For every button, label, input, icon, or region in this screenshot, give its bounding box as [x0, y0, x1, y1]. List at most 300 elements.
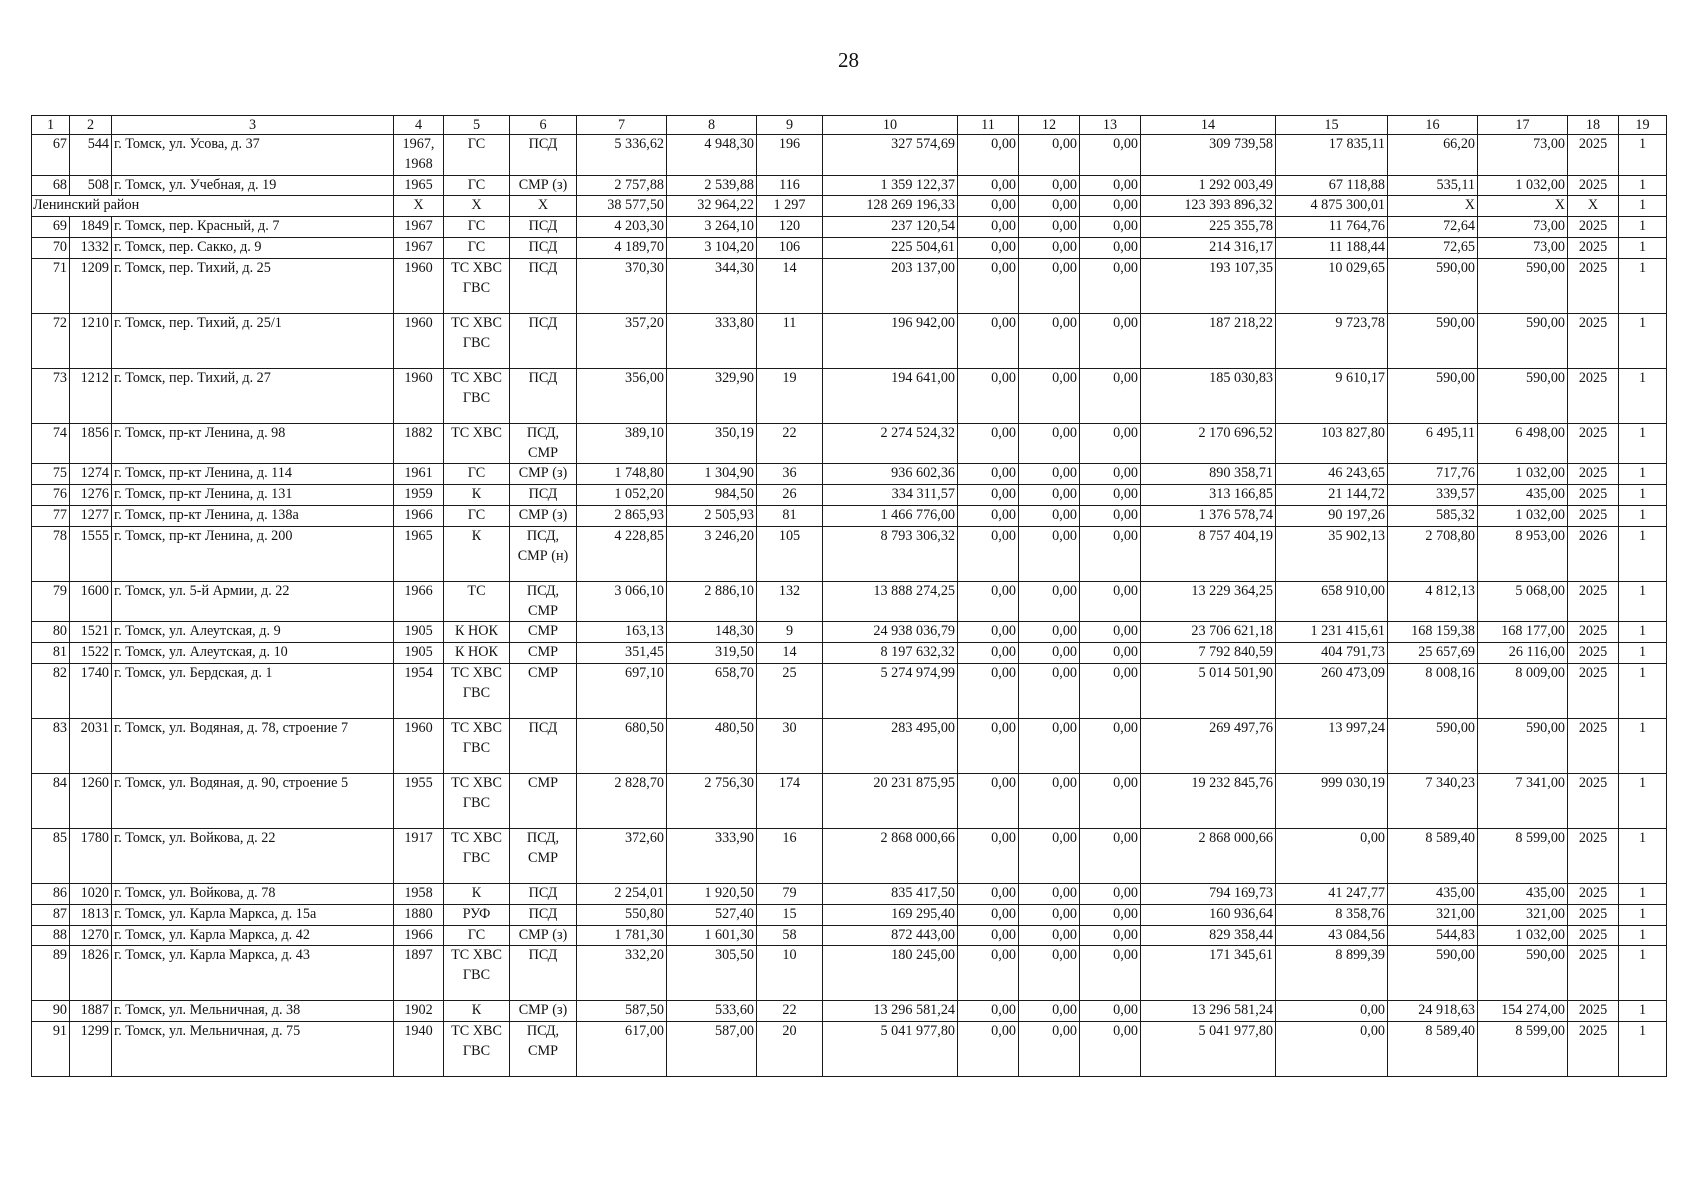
cell-row-number: 89: [32, 946, 70, 1001]
cell-funding-14: 2 868 000,66: [1141, 828, 1276, 883]
cell-funding-15: 67 118,88: [1276, 175, 1388, 196]
cell-cost-total: 5 274 974,99: [823, 663, 958, 718]
cell-cost-total: 1 466 776,00: [823, 505, 958, 526]
cell-unit-cost-limit: 1 032,00: [1478, 505, 1568, 526]
cell-wall-material: ТС ХВС ГВС: [444, 946, 510, 1001]
cell-object-id: 1210: [70, 313, 112, 368]
cell-funding-13: 0,00: [1080, 505, 1141, 526]
cell-col-19: 1: [1619, 718, 1667, 773]
cell-unit-cost: 590,00: [1388, 313, 1478, 368]
cell-funding-14: 171 345,61: [1141, 946, 1276, 1001]
cell-cost-total: 8 793 306,32: [823, 526, 958, 581]
cell-construction-year: 1917: [394, 828, 444, 883]
cell-plan-year: 2025: [1568, 925, 1619, 946]
cell-plan-year: 2025: [1568, 883, 1619, 904]
cell-area-total: 550,80: [577, 904, 667, 925]
cell-address: г. Томск, пр-кт Ленина, д. 98: [112, 423, 394, 464]
cell-funding-12: 0,00: [1019, 581, 1080, 622]
cell-work-type: ПСД: [510, 904, 577, 925]
cell-object-id: 1887: [70, 1001, 112, 1022]
cell-funding-11: 0,00: [958, 464, 1019, 485]
cell-cost-total: 2 868 000,66: [823, 828, 958, 883]
cell-row-number: 79: [32, 581, 70, 622]
cell-address: г. Томск, пр-кт Ленина, д. 138а: [112, 505, 394, 526]
cell-area-living: 2 505,93: [667, 505, 757, 526]
cell-plan-year: 2025: [1568, 258, 1619, 313]
cell-construction-year: 1967, 1968: [394, 135, 444, 176]
cell-col-19: 1: [1619, 526, 1667, 581]
cell-area-total: 1 748,80: [577, 464, 667, 485]
cell-work-type: ПСД: [510, 237, 577, 258]
cell-funding-15: 10 029,65: [1276, 258, 1388, 313]
table-row: [32, 258, 1667, 313]
cell-unit-cost: 585,32: [1388, 505, 1478, 526]
cell-funding-14: 193 107,35: [1141, 258, 1276, 313]
cell-funding-11: 0,00: [958, 828, 1019, 883]
cell-row-number: 71: [32, 258, 70, 313]
cell-area-living: 4 948,30: [667, 135, 757, 176]
cell-plan-year: 2025: [1568, 368, 1619, 423]
cell-funding-12: 0,00: [1019, 135, 1080, 176]
cell-row-number: 69: [32, 217, 70, 238]
cell-col-19: 1: [1619, 217, 1667, 238]
cell-construction-year: 1966: [394, 505, 444, 526]
cell-row-number: 81: [32, 643, 70, 664]
cell-funding-15: 90 197,26: [1276, 505, 1388, 526]
cell-funding-13: 0,00: [1080, 237, 1141, 258]
cell-area-living: 3 264,10: [667, 217, 757, 238]
cell-funding-12: 0,00: [1019, 946, 1080, 1001]
cell-row-number: 82: [32, 663, 70, 718]
cell-area-total: 587,50: [577, 1001, 667, 1022]
cell-unit-cost: 7 340,23: [1388, 773, 1478, 828]
cell-wall-material: ТС ХВС ГВС: [444, 258, 510, 313]
cell-unit-cost-limit: 8 953,00: [1478, 526, 1568, 581]
cell-row-number: 84: [32, 773, 70, 828]
cell-funding-12: 0,00: [1019, 196, 1080, 217]
cell-funding-15: 9 723,78: [1276, 313, 1388, 368]
column-header: 17: [1478, 116, 1568, 135]
column-header: 16: [1388, 116, 1478, 135]
cell-construction-year: 1902: [394, 1001, 444, 1022]
cell-residents-count: 58: [757, 925, 823, 946]
cell-residents-count: 9: [757, 622, 823, 643]
cell-unit-cost: 590,00: [1388, 368, 1478, 423]
cell-cost-total: 334 311,57: [823, 485, 958, 506]
cell-address: г. Томск, ул. Усова, д. 37: [112, 135, 394, 176]
cell-construction-year: 1965: [394, 526, 444, 581]
cell-funding-13: 0,00: [1080, 828, 1141, 883]
cell-funding-14: 185 030,83: [1141, 368, 1276, 423]
cell-unit-cost: 72,64: [1388, 217, 1478, 238]
cell-col-19: 1: [1619, 175, 1667, 196]
cell-wall-material: ГС: [444, 217, 510, 238]
cell-area-total: 38 577,50: [577, 196, 667, 217]
table-row: [32, 643, 1667, 664]
cell-funding-14: 829 358,44: [1141, 925, 1276, 946]
cell-residents-count: 174: [757, 773, 823, 828]
cell-construction-year: 1960: [394, 258, 444, 313]
cell-funding-12: 0,00: [1019, 643, 1080, 664]
cell-cost-total: 835 417,50: [823, 883, 958, 904]
cell-area-living: 350,19: [667, 423, 757, 464]
cell-funding-13: 0,00: [1080, 313, 1141, 368]
cell-plan-year: 2025: [1568, 135, 1619, 176]
cell-funding-12: 0,00: [1019, 505, 1080, 526]
cell-wall-material: ТС: [444, 581, 510, 622]
cell-row-number: 91: [32, 1022, 70, 1077]
cell-unit-cost-limit: 8 009,00: [1478, 663, 1568, 718]
table-row: [32, 581, 1667, 622]
cell-col-19: 1: [1619, 313, 1667, 368]
cell-plan-year: X: [1568, 196, 1619, 217]
table-row: [32, 135, 1667, 176]
cell-funding-15: 999 030,19: [1276, 773, 1388, 828]
cell-unit-cost: 6 495,11: [1388, 423, 1478, 464]
cell-residents-count: 20: [757, 1022, 823, 1077]
cell-funding-15: 43 084,56: [1276, 925, 1388, 946]
cell-row-number: 76: [32, 485, 70, 506]
table-row: [32, 718, 1667, 773]
cell-area-total: 2 757,88: [577, 175, 667, 196]
cell-funding-13: 0,00: [1080, 643, 1141, 664]
cell-area-living: 2 539,88: [667, 175, 757, 196]
cell-unit-cost: 2 708,80: [1388, 526, 1478, 581]
cell-funding-14: 269 497,76: [1141, 718, 1276, 773]
table-row: [32, 773, 1667, 828]
cell-col-19: 1: [1619, 581, 1667, 622]
cell-funding-13: 0,00: [1080, 883, 1141, 904]
cell-area-living: 333,80: [667, 313, 757, 368]
cell-funding-12: 0,00: [1019, 368, 1080, 423]
cell-wall-material: ТС ХВС: [444, 423, 510, 464]
cell-work-type: ПСД, СМР: [510, 423, 577, 464]
cell-funding-13: 0,00: [1080, 1001, 1141, 1022]
cell-funding-15: 41 247,77: [1276, 883, 1388, 904]
cell-area-total: 2 865,93: [577, 505, 667, 526]
cell-work-type: СМР: [510, 622, 577, 643]
cell-wall-material: ТС ХВС ГВС: [444, 773, 510, 828]
column-header: 3: [112, 116, 394, 135]
table-row: [32, 217, 1667, 238]
cell-construction-year: 1960: [394, 718, 444, 773]
cell-work-type: СМР (з): [510, 175, 577, 196]
cell-cost-total: 872 443,00: [823, 925, 958, 946]
cell-plan-year: 2025: [1568, 622, 1619, 643]
table-row: [32, 828, 1667, 883]
cell-object-id: 1209: [70, 258, 112, 313]
column-header: 12: [1019, 116, 1080, 135]
cell-object-id: 1020: [70, 883, 112, 904]
cell-area-total: 370,30: [577, 258, 667, 313]
cell-funding-11: 0,00: [958, 643, 1019, 664]
cell-funding-15: 4 875 300,01: [1276, 196, 1388, 217]
cell-object-id: 1856: [70, 423, 112, 464]
cell-area-living: 329,90: [667, 368, 757, 423]
cell-wall-material: ГС: [444, 925, 510, 946]
cell-plan-year: 2025: [1568, 643, 1619, 664]
cell-funding-15: 260 473,09: [1276, 663, 1388, 718]
cell-wall-material: ГС: [444, 237, 510, 258]
cell-funding-12: 0,00: [1019, 828, 1080, 883]
cell-funding-13: 0,00: [1080, 368, 1141, 423]
cell-unit-cost-limit: 435,00: [1478, 485, 1568, 506]
cell-area-living: 1 304,90: [667, 464, 757, 485]
cell-cost-total: 194 641,00: [823, 368, 958, 423]
cell-cost-total: 196 942,00: [823, 313, 958, 368]
cell-funding-12: 0,00: [1019, 883, 1080, 904]
cell-row-number: 70: [32, 237, 70, 258]
cell-wall-material: ТС ХВС ГВС: [444, 828, 510, 883]
cell-area-total: 163,13: [577, 622, 667, 643]
cell-address: г. Томск, ул. Бердская, д. 1: [112, 663, 394, 718]
cell-wall-material: ГС: [444, 175, 510, 196]
page-number: 28: [838, 48, 859, 72]
column-header: 14: [1141, 116, 1276, 135]
cell-unit-cost: 8 589,40: [1388, 828, 1478, 883]
cell-plan-year: 2025: [1568, 1001, 1619, 1022]
cell-area-living: 533,60: [667, 1001, 757, 1022]
table-row: [32, 485, 1667, 506]
cell-funding-12: 0,00: [1019, 622, 1080, 643]
cell-unit-cost-limit: 5 068,00: [1478, 581, 1568, 622]
cell-funding-14: 2 170 696,52: [1141, 423, 1276, 464]
cell-unit-cost-limit: 590,00: [1478, 368, 1568, 423]
cell-object-id: 544: [70, 135, 112, 176]
cell-funding-11: 0,00: [958, 505, 1019, 526]
cell-funding-11: 0,00: [958, 135, 1019, 176]
cell-funding-12: 0,00: [1019, 1001, 1080, 1022]
cell-work-type: ПСД: [510, 135, 577, 176]
cell-funding-14: 5 041 977,80: [1141, 1022, 1276, 1077]
cell-funding-15: 0,00: [1276, 828, 1388, 883]
cell-funding-13: 0,00: [1080, 663, 1141, 718]
table-row: [32, 237, 1667, 258]
cell-object-id: 1270: [70, 925, 112, 946]
cell-wall-material: К: [444, 1001, 510, 1022]
cell-funding-13: 0,00: [1080, 1022, 1141, 1077]
cell-funding-15: 0,00: [1276, 1022, 1388, 1077]
cell-object-id: 1849: [70, 217, 112, 238]
cell-work-type: ПСД: [510, 946, 577, 1001]
cell-address: г. Томск, пер. Тихий, д. 25/1: [112, 313, 394, 368]
cell-funding-15: 11 764,76: [1276, 217, 1388, 238]
cell-residents-count: 105: [757, 526, 823, 581]
cell-area-total: 3 066,10: [577, 581, 667, 622]
cell-wall-material: ТС ХВС ГВС: [444, 663, 510, 718]
cell-funding-14: 19 232 845,76: [1141, 773, 1276, 828]
cell-unit-cost: 24 918,63: [1388, 1001, 1478, 1022]
cell-area-living: 3 104,20: [667, 237, 757, 258]
cell-address: г. Томск, ул. Водяная, д. 90, строение 5: [112, 773, 394, 828]
cell-residents-count: 1 297: [757, 196, 823, 217]
cell-funding-15: 13 997,24: [1276, 718, 1388, 773]
cell-funding-13: 0,00: [1080, 423, 1141, 464]
cell-construction-year: 1940: [394, 1022, 444, 1077]
cell-construction-year: 1958: [394, 883, 444, 904]
cell-residents-count: 14: [757, 258, 823, 313]
cell-row-number: 74: [32, 423, 70, 464]
cell-area-total: 2 828,70: [577, 773, 667, 828]
table-row: [32, 622, 1667, 643]
cell-object-id: 508: [70, 175, 112, 196]
cell-funding-11: 0,00: [958, 196, 1019, 217]
cell-funding-12: 0,00: [1019, 773, 1080, 828]
cell-funding-12: 0,00: [1019, 217, 1080, 238]
column-header: 15: [1276, 116, 1388, 135]
cell-row-number: 67: [32, 135, 70, 176]
cell-row-number: 73: [32, 368, 70, 423]
cell-funding-13: 0,00: [1080, 258, 1141, 313]
data-table: [31, 115, 1667, 1077]
cell-work-type: ПСД: [510, 718, 577, 773]
cell-unit-cost-limit: 168 177,00: [1478, 622, 1568, 643]
cell-residents-count: 25: [757, 663, 823, 718]
cell-residents-count: 120: [757, 217, 823, 238]
cell-funding-12: 0,00: [1019, 904, 1080, 925]
table-row: [32, 175, 1667, 196]
cell-unit-cost: 544,83: [1388, 925, 1478, 946]
cell-unit-cost-limit: 1 032,00: [1478, 925, 1568, 946]
cell-funding-14: 23 706 621,18: [1141, 622, 1276, 643]
cell-plan-year: 2025: [1568, 464, 1619, 485]
cell-area-total: 4 203,30: [577, 217, 667, 238]
cell-wall-material: К: [444, 526, 510, 581]
cell-cost-total: 237 120,54: [823, 217, 958, 238]
column-header: 19: [1619, 116, 1667, 135]
cell-funding-14: 5 014 501,90: [1141, 663, 1276, 718]
cell-funding-15: 0,00: [1276, 1001, 1388, 1022]
cell-col-19: 1: [1619, 883, 1667, 904]
cell-funding-12: 0,00: [1019, 423, 1080, 464]
cell-unit-cost: 66,20: [1388, 135, 1478, 176]
cell-funding-11: 0,00: [958, 423, 1019, 464]
cell-area-living: 2 756,30: [667, 773, 757, 828]
table-row: [32, 883, 1667, 904]
cell-funding-13: 0,00: [1080, 196, 1141, 217]
cell-col-19: 1: [1619, 663, 1667, 718]
cell-unit-cost: 321,00: [1388, 904, 1478, 925]
cell-unit-cost-limit: 1 032,00: [1478, 464, 1568, 485]
cell-funding-14: 13 229 364,25: [1141, 581, 1276, 622]
cell-address: г. Томск, пер. Красный, д. 7: [112, 217, 394, 238]
cell-plan-year: 2025: [1568, 581, 1619, 622]
cell-funding-12: 0,00: [1019, 258, 1080, 313]
cell-area-total: 4 228,85: [577, 526, 667, 581]
cell-col-19: 1: [1619, 946, 1667, 1001]
cell-wall-material: ГС: [444, 135, 510, 176]
cell-funding-14: 214 316,17: [1141, 237, 1276, 258]
cell-work-type: ПСД: [510, 217, 577, 238]
cell-funding-12: 0,00: [1019, 1022, 1080, 1077]
cell-wall-material: К: [444, 883, 510, 904]
cell-area-living: 527,40: [667, 904, 757, 925]
cell-object-id: 1555: [70, 526, 112, 581]
cell-col-19: 1: [1619, 828, 1667, 883]
table-row: [32, 313, 1667, 368]
cell-plan-year: 2025: [1568, 663, 1619, 718]
cell-funding-12: 0,00: [1019, 526, 1080, 581]
column-header: 2: [70, 116, 112, 135]
cell-object-id: 1274: [70, 464, 112, 485]
cell-object-id: 1212: [70, 368, 112, 423]
cell-object-id: 1813: [70, 904, 112, 925]
cell-wall-material: ГС: [444, 505, 510, 526]
cell-unit-cost: 590,00: [1388, 718, 1478, 773]
cell-cost-total: 13 296 581,24: [823, 1001, 958, 1022]
cell-residents-count: 106: [757, 237, 823, 258]
cell-col-19: 1: [1619, 135, 1667, 176]
cell-work-type: ПСД: [510, 258, 577, 313]
cell-wall-material: X: [444, 196, 510, 217]
cell-unit-cost: 8 008,16: [1388, 663, 1478, 718]
cell-funding-15: 35 902,13: [1276, 526, 1388, 581]
cell-work-type: СМР: [510, 773, 577, 828]
cell-construction-year: 1954: [394, 663, 444, 718]
cell-plan-year: 2025: [1568, 217, 1619, 238]
cell-residents-count: 16: [757, 828, 823, 883]
cell-funding-14: 890 358,71: [1141, 464, 1276, 485]
cell-construction-year: 1959: [394, 485, 444, 506]
cell-cost-total: 169 295,40: [823, 904, 958, 925]
cell-funding-14: 1 376 578,74: [1141, 505, 1276, 526]
cell-work-type: ПСД, СМР: [510, 581, 577, 622]
cell-unit-cost: 717,76: [1388, 464, 1478, 485]
cell-col-19: 1: [1619, 643, 1667, 664]
cell-col-19: 1: [1619, 505, 1667, 526]
cell-residents-count: 26: [757, 485, 823, 506]
cell-work-type: СМР: [510, 643, 577, 664]
cell-residents-count: 15: [757, 904, 823, 925]
column-header: 9: [757, 116, 823, 135]
cell-address: г. Томск, пер. Тихий, д. 25: [112, 258, 394, 313]
cell-area-total: 372,60: [577, 828, 667, 883]
cell-construction-year: 1967: [394, 217, 444, 238]
cell-residents-count: 22: [757, 1001, 823, 1022]
cell-funding-13: 0,00: [1080, 946, 1141, 1001]
cell-funding-14: 309 739,58: [1141, 135, 1276, 176]
cell-work-type: СМР (з): [510, 505, 577, 526]
cell-area-living: 148,30: [667, 622, 757, 643]
cell-funding-11: 0,00: [958, 368, 1019, 423]
cell-unit-cost: 8 589,40: [1388, 1022, 1478, 1077]
cell-object-id: 1277: [70, 505, 112, 526]
cell-col-19: 1: [1619, 464, 1667, 485]
cell-row-number: 83: [32, 718, 70, 773]
cell-construction-year: 1961: [394, 464, 444, 485]
cell-wall-material: К: [444, 485, 510, 506]
cell-funding-15: 11 188,44: [1276, 237, 1388, 258]
cell-construction-year: 1967: [394, 237, 444, 258]
cell-funding-11: 0,00: [958, 1022, 1019, 1077]
cell-col-19: 1: [1619, 925, 1667, 946]
column-number-row: [32, 116, 1667, 135]
cell-area-total: 1 781,30: [577, 925, 667, 946]
cell-col-19: 1: [1619, 485, 1667, 506]
cell-work-type: ПСД: [510, 313, 577, 368]
cell-col-19: 1: [1619, 622, 1667, 643]
cell-area-living: 333,90: [667, 828, 757, 883]
cell-work-type: ПСД, СМР (н): [510, 526, 577, 581]
cell-area-living: 587,00: [667, 1022, 757, 1077]
cell-unit-cost-limit: 590,00: [1478, 718, 1568, 773]
cell-object-id: 1276: [70, 485, 112, 506]
cell-residents-count: 81: [757, 505, 823, 526]
cell-area-total: 389,10: [577, 423, 667, 464]
cell-funding-14: 313 166,85: [1141, 485, 1276, 506]
cell-work-type: ПСД: [510, 485, 577, 506]
cell-residents-count: 132: [757, 581, 823, 622]
